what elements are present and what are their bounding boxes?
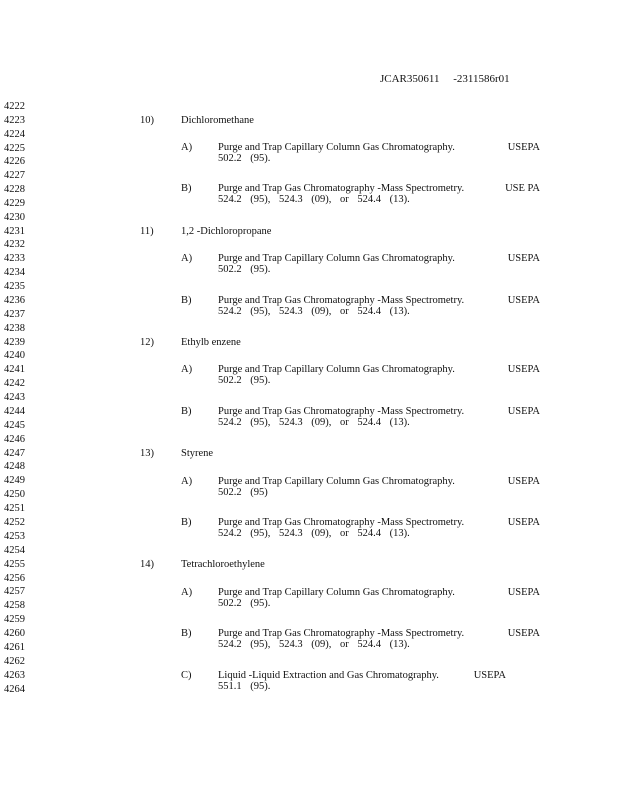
- method-references: 502.2 (95).: [218, 375, 271, 386]
- method-description: Purge and Trap Gas Chromatography -Mass Spectrometry. USEPA 524.2 (95), 524.3 (09), or 524.4 (13).: [218, 517, 540, 539]
- line-number: 4241: [4, 364, 25, 375]
- method-description: Purge and Trap Capillary Column Gas Chromatography. USEPA 502.2 (95): [218, 476, 540, 498]
- line-number: 4251: [4, 503, 25, 514]
- method-references: 502.2 (95).: [218, 153, 271, 164]
- line-number: 4255: [4, 559, 25, 570]
- method-description: Purge and Trap Gas Chromatography -Mass Spectrometry. USEPA 524.2 (95), 524.3 (09), or 524.4 (13).: [218, 628, 540, 650]
- method-description: Purge and Trap Gas Chromatography -Mass Spectrometry. USEPA 524.2 (95), 524.3 (09), or 524.4 (13).: [218, 406, 540, 428]
- method-letter: B): [181, 295, 192, 306]
- line-number: 4263: [4, 670, 25, 681]
- line-number: 4222: [4, 101, 25, 112]
- line-number: 4229: [4, 198, 25, 209]
- item-number: 10): [140, 115, 154, 126]
- line-number: 4245: [4, 420, 25, 431]
- line-number: 4233: [4, 253, 25, 264]
- method-references: 524.2 (95), 524.3 (09), or 524.4 (13).: [218, 528, 410, 539]
- method-references: 524.2 (95), 524.3 (09), or 524.4 (13).: [218, 194, 410, 205]
- line-number: 4240: [4, 350, 25, 361]
- method-references: 502.2 (95).: [218, 264, 271, 275]
- method-description: Purge and Trap Gas Chromatography -Mass Spectrometry. USE PA 524.2 (95), 524.3 (09), or 524.4 (13).: [218, 183, 540, 205]
- line-number: 4253: [4, 531, 25, 542]
- line-number: 4248: [4, 461, 25, 472]
- line-number: 4264: [4, 684, 25, 695]
- item-number: 12): [140, 337, 154, 348]
- contaminant-title: Ethylb enzene: [181, 337, 241, 348]
- line-number: 4254: [4, 545, 25, 556]
- method-references: 524.2 (95), 524.3 (09), or 524.4 (13).: [218, 417, 410, 428]
- line-number: 4260: [4, 628, 25, 639]
- method-letter: B): [181, 628, 192, 639]
- contaminant-title: 1,2 -Dichloropropane: [181, 226, 272, 237]
- line-number: 4249: [4, 475, 25, 486]
- method-description: Purge and Trap Capillary Column Gas Chromatography. USEPA 502.2 (95).: [218, 587, 540, 609]
- method-description: Liquid -Liquid Extraction and Gas Chromatography. USEPA 551.1 (95).: [218, 670, 506, 692]
- line-number: 4228: [4, 184, 25, 195]
- line-number: 4259: [4, 614, 25, 625]
- line-number: 4250: [4, 489, 25, 500]
- method-letter: B): [181, 517, 192, 528]
- method-references: 502.2 (95): [218, 487, 268, 498]
- method-letter: B): [181, 406, 192, 417]
- line-number: 4257: [4, 586, 25, 597]
- method-letter: A): [181, 253, 193, 264]
- line-number: 4237: [4, 309, 25, 320]
- item-number: 11): [140, 226, 154, 237]
- line-number: 4235: [4, 281, 25, 292]
- method-references: 524.2 (95), 524.3 (09), or 524.4 (13).: [218, 639, 410, 650]
- method-description: Purge and Trap Capillary Column Gas Chromatography. USEPA 502.2 (95).: [218, 142, 540, 164]
- method-references: 524.2 (95), 524.3 (09), or 524.4 (13).: [218, 306, 410, 317]
- contaminant-title: Dichloromethane: [181, 115, 254, 126]
- line-number: 4236: [4, 295, 25, 306]
- method-letter: A): [181, 142, 193, 153]
- item-number: 13): [140, 448, 154, 459]
- method-letter: B): [181, 183, 192, 194]
- method-letter: C): [181, 670, 192, 681]
- method-references: 551.1 (95).: [218, 681, 271, 692]
- line-number: 4252: [4, 517, 25, 528]
- line-number: 4227: [4, 170, 25, 181]
- line-number: 4246: [4, 434, 25, 445]
- line-number: 4224: [4, 129, 25, 140]
- method-description: Purge and Trap Capillary Column Gas Chromatography. USEPA 502.2 (95).: [218, 364, 540, 386]
- contaminant-title: Tetrachloroethylene: [181, 559, 265, 570]
- line-number: 4261: [4, 642, 25, 653]
- line-number: 4262: [4, 656, 25, 667]
- item-number: 14): [140, 559, 154, 570]
- method-description: Purge and Trap Capillary Column Gas Chromatography. USEPA 502.2 (95).: [218, 253, 540, 275]
- contaminant-title: Styrene: [181, 448, 214, 459]
- line-number: 4223: [4, 115, 25, 126]
- line-number: 4234: [4, 267, 25, 278]
- line-number: 4239: [4, 337, 25, 348]
- method-letter: A): [181, 476, 193, 487]
- line-number: 4243: [4, 392, 25, 403]
- method-description: Purge and Trap Gas Chromatography -Mass Spectrometry. USEPA 524.2 (95), 524.3 (09), or 524.4 (13).: [218, 295, 540, 317]
- line-number: 4226: [4, 156, 25, 167]
- line-number: 4238: [4, 323, 25, 334]
- line-number: 4247: [4, 448, 25, 459]
- line-number: 4225: [4, 143, 25, 154]
- line-number: 4258: [4, 600, 25, 611]
- line-number: 4231: [4, 226, 25, 237]
- document-header: JCAR350611 -2311586r01: [380, 73, 510, 85]
- line-number: 4244: [4, 406, 25, 417]
- line-number: 4242: [4, 378, 25, 389]
- method-letter: A): [181, 587, 193, 598]
- method-references: 502.2 (95).: [218, 598, 271, 609]
- line-number: 4230: [4, 212, 25, 223]
- line-number: 4232: [4, 239, 25, 250]
- method-letter: A): [181, 364, 193, 375]
- line-number: 4256: [4, 573, 25, 584]
